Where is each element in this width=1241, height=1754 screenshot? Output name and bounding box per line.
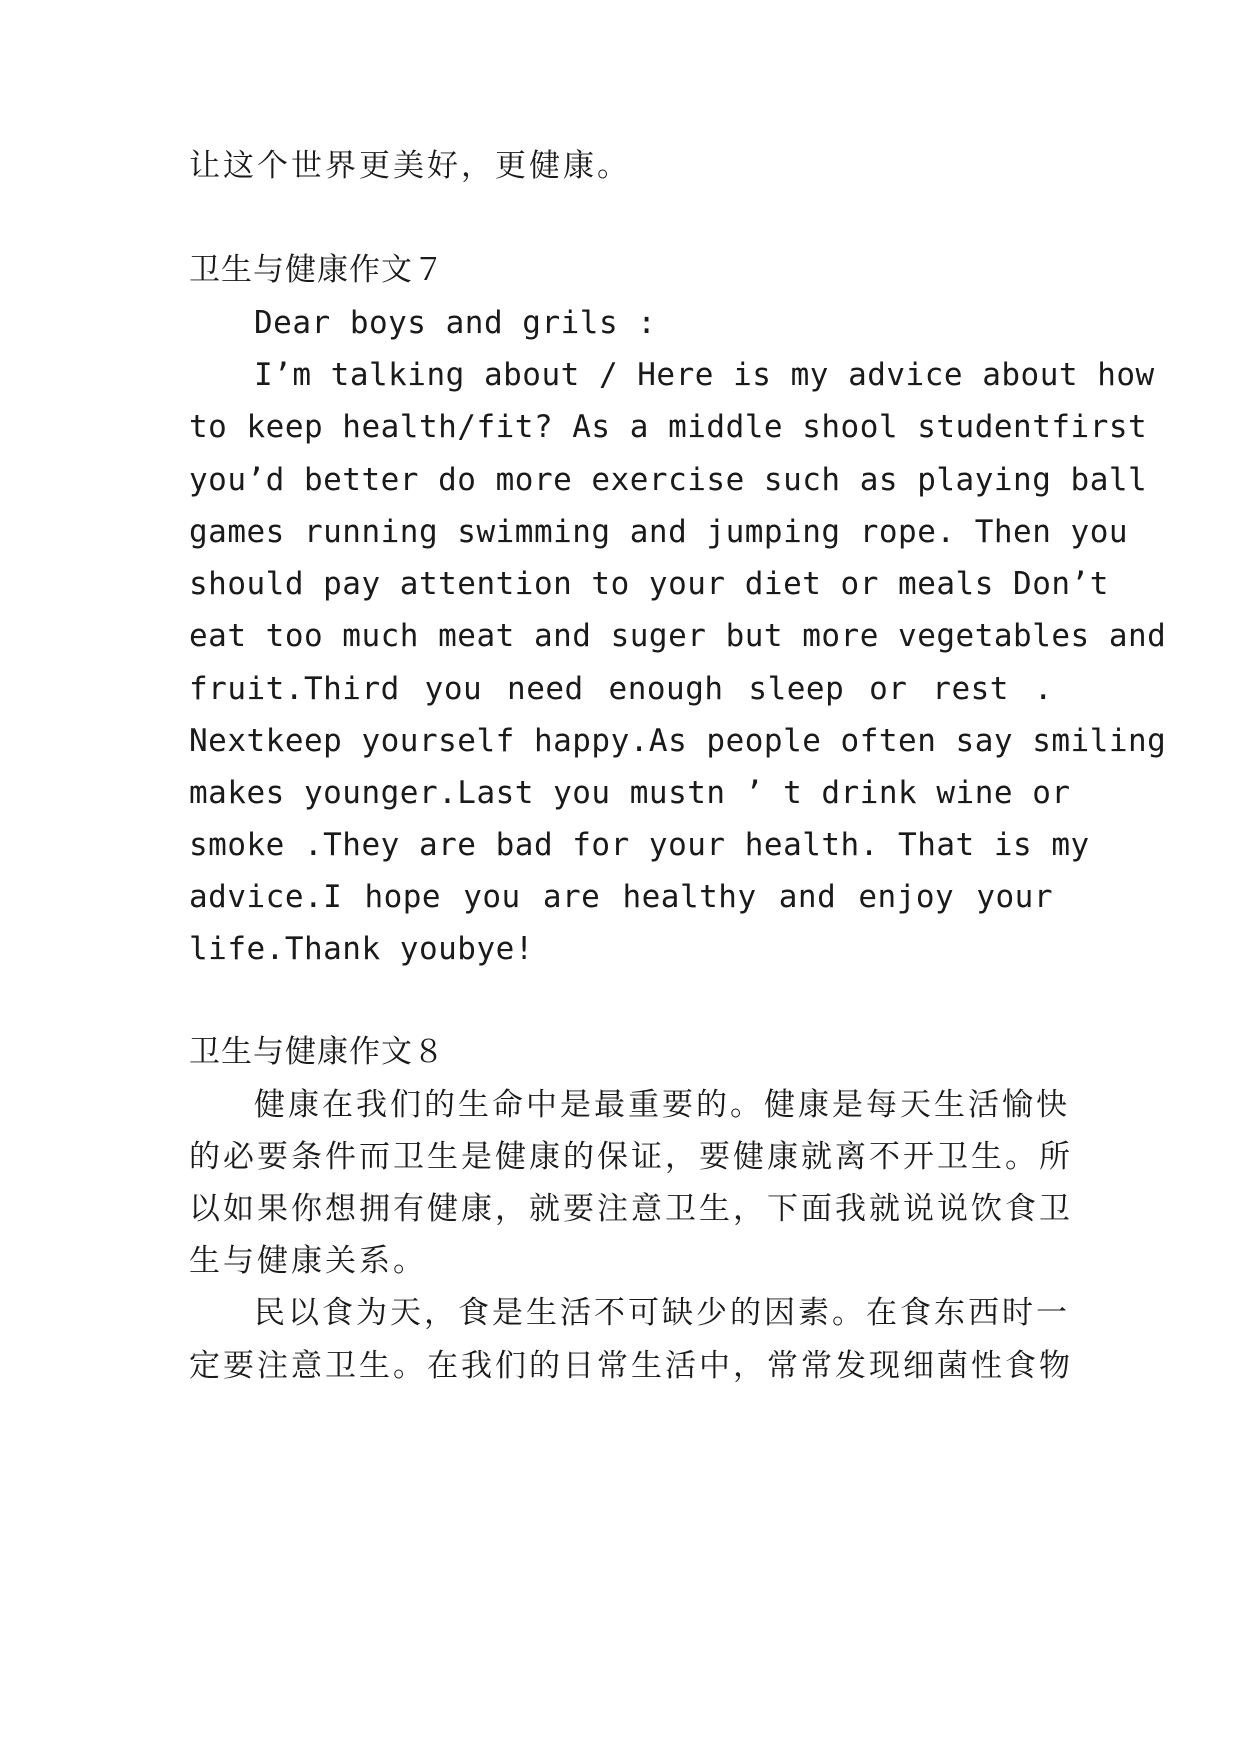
paragraph-line: games running swimming and jumping rope. Then you: [189, 514, 1129, 550]
paragraph-line: eat too much meat and suger but more vegetables and: [189, 618, 1167, 654]
paragraph-line: fruit.Third you need enough sleep or rest .: [189, 671, 1053, 707]
paragraph-line: advice.I hope you are healthy and enjoy your: [189, 879, 1053, 915]
paragraph-line: you’d better do more exercise such as playing ball: [189, 462, 1148, 498]
paragraph-line: 生与健康关系。: [189, 1243, 427, 1279]
paragraph-line: to keep health/fit? As a middle shool studentfirst: [189, 409, 1148, 445]
paragraph-line: smoke .They are bad for your health. That is my: [189, 827, 1090, 863]
paragraph-line: makes younger.Last you mustn ’ t drink wine or: [189, 775, 1071, 811]
paragraph-line: Dear boys and grils :: [254, 305, 657, 341]
section-heading: 卫生与健康作文７: [189, 252, 445, 288]
paragraph-line: 以如果你想拥有健康，就要注意卫生，下面我就说说饮食卫: [189, 1191, 1073, 1227]
paragraph-line: 民以食为天，食是生活不可缺少的因素。在食东西时一: [254, 1295, 1070, 1331]
paragraph-line: 的必要条件而卫生是健康的保证，要健康就离不开卫生。所: [189, 1139, 1073, 1175]
paragraph-line: should pay attention to your diet or meals Don’t: [189, 566, 1109, 602]
paragraph-line: life.Thank youbye!: [189, 931, 534, 967]
paragraph-line: Nextkeep yourself happy.As people often say smiling: [189, 723, 1167, 759]
paragraph-line: I’m talking about / Here is my advice about how: [254, 357, 1155, 393]
paragraph-line: 让这个世界更美好，更健康。: [189, 148, 631, 184]
section-heading: 卫生与健康作文８: [189, 1034, 445, 1070]
paragraph-line: 健康在我们的生命中是最重要的。健康是每天生活愉快: [254, 1087, 1070, 1123]
paragraph-line: 定要注意卫生。在我们的日常生活中，常常发现细菌性食物: [189, 1348, 1073, 1384]
